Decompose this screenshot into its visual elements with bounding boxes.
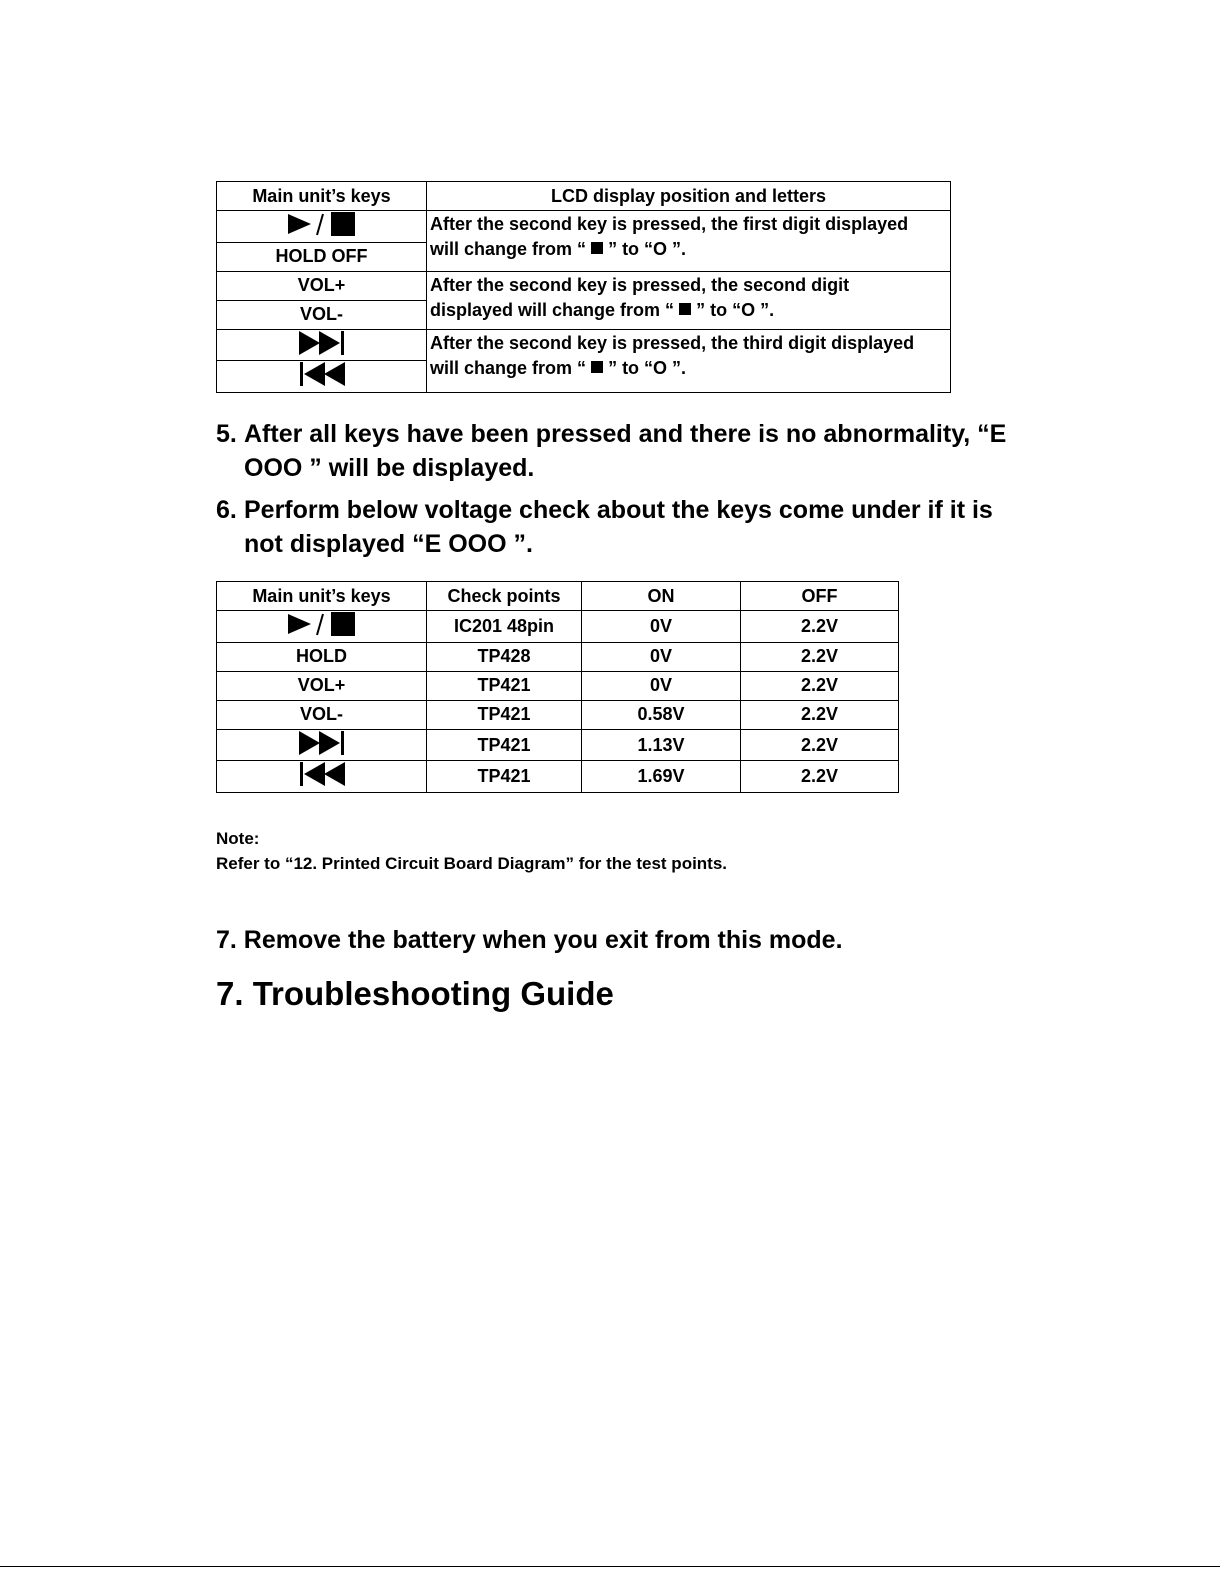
table-row (217, 761, 899, 793)
note (216, 826, 727, 876)
lcd-line1: After the second key is pressed, the second digit (430, 274, 850, 295)
note-text: Refer to “12. Printed Circuit Board Diagram” for the test points. (216, 854, 728, 873)
table1-key-fast-forward (217, 329, 427, 361)
on-voltage: 1.69V (582, 761, 741, 793)
table1-key-rewind (217, 361, 427, 393)
step-6 (216, 493, 993, 561)
voltage-check-table (216, 581, 899, 793)
step-6-number: 6. (216, 496, 237, 524)
fast-forward-icon (298, 730, 346, 761)
off-voltage: 2.2V (741, 671, 899, 700)
table2-key-play-stop (217, 611, 427, 643)
table2-header: Check points (427, 582, 582, 611)
step-5-number: 5. (216, 420, 237, 448)
off-voltage: 2.2V (741, 642, 899, 671)
on-voltage: 0.58V (582, 700, 741, 729)
page-bottom-rule (0, 1566, 1220, 1567)
on-voltage: 0V (582, 671, 741, 700)
table1-lcd-cell (427, 211, 951, 272)
lcd-line2-pre: displayed will change from “ (430, 299, 675, 320)
table1-lcd-cell (427, 329, 951, 392)
step-6-line2: not displayed “E OOO ”. (244, 530, 533, 558)
off-voltage: 2.2V (741, 729, 899, 761)
table2-header: ON (582, 582, 741, 611)
check-point: TP421 (427, 700, 582, 729)
table2-key-rewind (217, 761, 427, 793)
table2-key: VOL- (217, 700, 427, 729)
lcd-line2-post: ” to “O ”. (608, 357, 687, 378)
check-point: TP428 (427, 642, 582, 671)
stop-square-icon (679, 303, 691, 315)
step-5-line2: OOO ” will be displayed. (244, 454, 535, 482)
lcd-line2-pre: will change from “ (430, 239, 587, 259)
table-row (217, 642, 899, 671)
step-5-line1: After all keys have been pressed and there is no abnormality, “E (244, 420, 1007, 448)
table-row (217, 700, 899, 729)
table2-key-fast-forward (217, 729, 427, 761)
table-row (217, 671, 899, 700)
stop-square-icon (591, 242, 603, 254)
on-voltage: 0V (582, 611, 741, 643)
note-label: Note: (216, 829, 260, 848)
table2-header: OFF (741, 582, 899, 611)
step-5 (216, 417, 1006, 485)
lcd-line2-post: ” to “O ”. (696, 299, 775, 320)
section-heading: 7. Troubleshooting Guide (216, 975, 614, 1012)
lcd-line2-pre: will change from “ (430, 357, 587, 378)
off-voltage: 2.2V (741, 761, 899, 793)
table2-key: VOL+ (217, 671, 427, 700)
stop-square-icon (591, 361, 603, 373)
step-7: 7. Remove the battery when you exit from this mode. (216, 926, 843, 954)
table-row (217, 611, 899, 643)
check-point: TP421 (427, 671, 582, 700)
check-point: TP421 (427, 761, 582, 793)
key-lcd-table (216, 181, 951, 393)
table1-key: HOLD OFF (217, 242, 427, 271)
table2-header: Main unit’s keys (217, 582, 427, 611)
lcd-line1: After the second key is pressed, the first digit displayed (430, 214, 909, 234)
table-row (217, 729, 899, 761)
table2-key: HOLD (217, 642, 427, 671)
table1-key: VOL- (217, 300, 427, 329)
table1-header-lcd: LCD display position and letters (427, 182, 951, 211)
off-voltage: 2.2V (741, 700, 899, 729)
play-stop-icon (287, 611, 357, 642)
table1-key-play-stop (217, 211, 427, 243)
table1-key: VOL+ (217, 271, 427, 300)
check-point: IC201 48pin (427, 611, 582, 643)
play-stop-icon (287, 211, 357, 242)
off-voltage: 2.2V (741, 611, 899, 643)
check-point: TP421 (427, 729, 582, 761)
table1-header-keys: Main unit’s keys (217, 182, 427, 211)
rewind-icon (298, 761, 346, 792)
lcd-line2-post: ” to “O ”. (608, 239, 687, 259)
rewind-icon (298, 361, 346, 392)
step-6-line1: Perform below voltage check about the keys come under if it is (244, 496, 993, 524)
table1-lcd-cell (427, 271, 951, 329)
fast-forward-icon (298, 330, 346, 361)
on-voltage: 1.13V (582, 729, 741, 761)
on-voltage: 0V (582, 642, 741, 671)
lcd-line1: After the second key is pressed, the third digit displayed (430, 332, 915, 353)
